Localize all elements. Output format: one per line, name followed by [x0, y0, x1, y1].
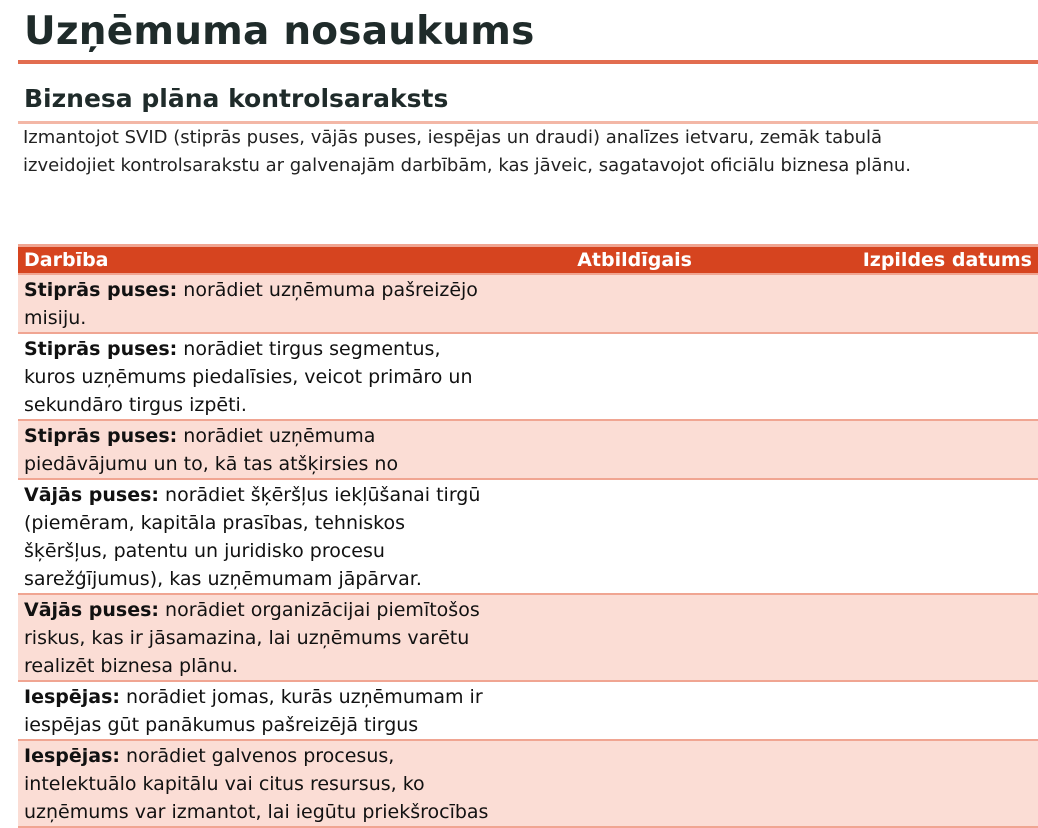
action-text: iespējas gūt panākumus pašreizējā tirgus: [24, 714, 419, 736]
action-text: kuros uzņēmums piedalīsies, veicot primāro un: [24, 366, 473, 388]
intro-paragraph: [23, 124, 1023, 180]
action-text: riskus, kas ir jāsamazina, lai uzņēmums varētu: [24, 627, 470, 649]
action-label: Stiprās puses:: [24, 425, 178, 447]
action-text: realizēt biznesa plānu.: [24, 655, 239, 677]
due-date-cell[interactable]: [698, 479, 1038, 594]
responsible-cell[interactable]: [558, 740, 698, 827]
action-text: uzņēmums var izmantot, lai iegūtu priekšrocības: [24, 801, 489, 823]
responsible-cell[interactable]: [558, 274, 698, 333]
document-subtitle: Biznesa plāna kontrolsaraksts: [24, 84, 449, 113]
action-line: [24, 481, 552, 509]
table-row: [18, 479, 1038, 594]
action-line: [24, 798, 552, 826]
action-line: [24, 683, 552, 711]
action-cell: [18, 333, 558, 420]
due-date-cell[interactable]: [698, 594, 1038, 681]
action-text: norādiet organizācijai piemītošos: [159, 599, 480, 621]
header-responsible: Atbildīgais: [558, 246, 698, 275]
action-label: Iespējas:: [24, 745, 120, 767]
action-cell: [18, 740, 558, 827]
action-text: norādiet uzņēmuma: [177, 425, 376, 447]
action-line: [24, 624, 552, 652]
action-cell: [18, 681, 558, 740]
action-text: (piemēram, kapitāla prasības, tehniskos: [24, 512, 406, 534]
action-line: [24, 422, 552, 450]
action-text: sarežģījumus), kas uzņēmumam jāpārvar.: [24, 568, 422, 590]
action-cell: [18, 479, 558, 594]
table-row: [18, 333, 1038, 420]
action-line: [24, 304, 552, 332]
table-row: [18, 594, 1038, 681]
due-date-cell[interactable]: [698, 333, 1038, 420]
action-line: [24, 652, 552, 680]
action-label: Iespējas:: [24, 686, 120, 708]
action-cell: [18, 274, 558, 333]
responsible-cell[interactable]: [558, 420, 698, 479]
action-text: sekundāro tirgus izpēti.: [24, 394, 247, 416]
action-text: intelektuālo kapitālu vai citus resursus, ko: [24, 773, 425, 795]
action-text: piedāvājumu un to, kā tas atšķirsies no: [24, 453, 399, 475]
action-line: [24, 276, 552, 304]
action-line: [24, 742, 552, 770]
header-action: Darbība: [18, 246, 558, 275]
action-text: norādiet galvenos procesus,: [120, 745, 395, 767]
action-line: [24, 596, 552, 624]
due-date-cell[interactable]: [698, 274, 1038, 333]
table-row: [18, 681, 1038, 740]
action-line: [24, 711, 552, 739]
action-line: [24, 537, 552, 565]
responsible-cell[interactable]: [558, 681, 698, 740]
due-date-cell[interactable]: [698, 420, 1038, 479]
responsible-cell[interactable]: [558, 479, 698, 594]
table-row: [18, 274, 1038, 333]
action-line: [24, 770, 552, 798]
header-due-date: Izpildes datums: [698, 246, 1038, 275]
action-text: norādiet jomas, kurās uzņēmumam ir: [120, 686, 483, 708]
table-row: [18, 740, 1038, 827]
responsible-cell[interactable]: [558, 333, 698, 420]
action-text: šķēršļus, patentu un juridisko procesu: [24, 540, 385, 562]
action-label: Stiprās puses:: [24, 338, 178, 360]
action-label: Stiprās puses:: [24, 279, 178, 301]
company-name-title: Uzņēmuma nosaukums: [24, 9, 535, 54]
action-label: Vājās puses:: [24, 484, 160, 506]
action-line: [24, 363, 552, 391]
action-line: [24, 391, 552, 419]
action-cell: [18, 420, 558, 479]
action-line: [24, 335, 552, 363]
intro-line: izveidojiet kontrolsarakstu ar galvenajām darbībām, kas jāveic, sagatavojot oficiālu biznesa plānu.: [23, 155, 911, 176]
action-label: Vājās puses:: [24, 599, 160, 621]
action-cell: [18, 594, 558, 681]
due-date-cell[interactable]: [698, 740, 1038, 827]
action-text: norādiet tirgus segmentus,: [177, 338, 441, 360]
action-text: misiju.: [24, 307, 87, 329]
checklist-table: [18, 244, 1038, 828]
due-date-cell[interactable]: [698, 681, 1038, 740]
table-body: [18, 274, 1038, 827]
title-divider: [18, 60, 1038, 64]
action-line: [24, 565, 552, 593]
intro-line: Izmantojot SVID (stiprās puses, vājās puses, iespējas un draudi) analīzes ietvaru, zemāk tabulā: [23, 127, 883, 148]
table-row: [18, 420, 1038, 479]
action-text: norādiet šķēršļus iekļūšanai tirgū: [159, 484, 481, 506]
responsible-cell[interactable]: [558, 594, 698, 681]
action-line: [24, 509, 552, 537]
action-line: [24, 450, 552, 478]
table-header-row: [18, 246, 1038, 275]
action-text: norādiet uzņēmuma pašreizējo: [177, 279, 478, 301]
